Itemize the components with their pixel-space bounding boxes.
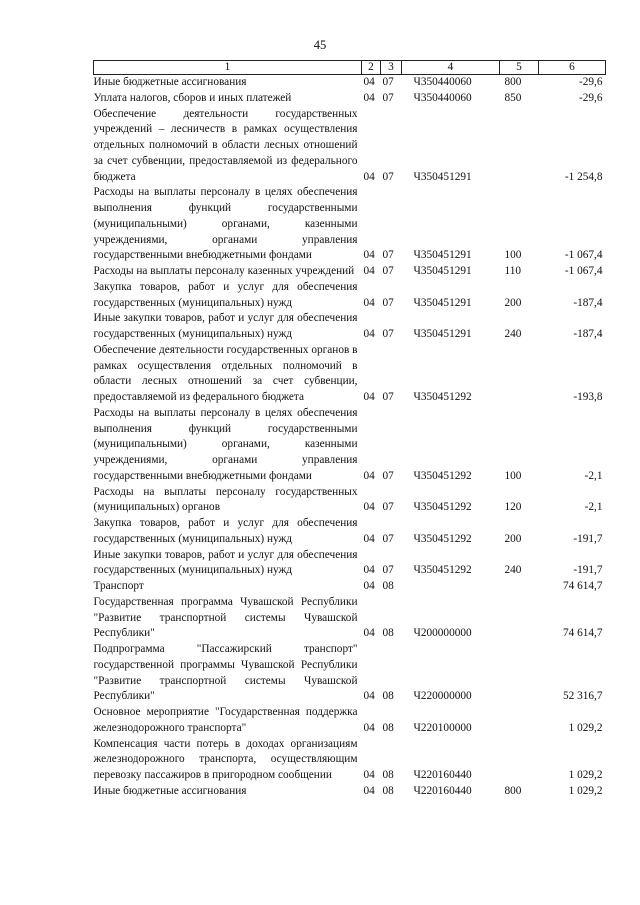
row-target-article: Ч350451291 [413, 249, 472, 262]
row-expense-type: 240 [504, 328, 522, 340]
table-row [94, 280, 606, 312]
row-description: Расходы на выплаты персоналу в целях обеспечения выполнения функций государственными (муниципальными) органами, казенными учреждениями, органами управления государственными внебюджетными фондами [93, 186, 358, 262]
row-amount: 52 316,7 [562, 690, 603, 703]
row-target-article: Ч200000000 [413, 627, 472, 640]
row-section: 04 [363, 784, 375, 797]
row-subsection: 07 [382, 564, 394, 577]
row-amount: -187,4 [573, 296, 603, 309]
row-subsection: 08 [382, 721, 394, 734]
header-col-1: 1 [94, 61, 362, 75]
row-section: 04 [363, 532, 375, 545]
row-expense-type [500, 579, 539, 595]
table-row [94, 548, 606, 580]
row-target-article: Ч350451291 [413, 296, 472, 309]
table-row [94, 737, 606, 784]
row-amount: -29,6 [578, 76, 603, 88]
row-expense-type: 120 [504, 501, 522, 514]
table-row [94, 91, 606, 107]
row-expense-type [500, 343, 539, 406]
row-section: 04 [363, 391, 375, 403]
row-amount: -191,7 [573, 564, 603, 577]
page-number: 45 [313, 38, 327, 52]
table-row [94, 485, 606, 517]
row-subsection: 07 [382, 170, 394, 183]
row-target-article: Ч350440060 [413, 91, 472, 104]
row-section: 04 [363, 91, 375, 104]
row-target-article: Ч220160440 [413, 784, 472, 797]
row-section: 04 [363, 76, 375, 88]
row-subsection: 07 [382, 328, 394, 340]
table-row [94, 343, 606, 406]
table-row [94, 705, 606, 737]
row-description: Компенсация части потерь в доходах организациям железнодорожного транспорта, осуществляющим перевозку пассажиров в пригородном сообщении [93, 737, 358, 781]
row-expense-type: 240 [504, 564, 522, 577]
row-target-article: Ч220160440 [413, 769, 472, 781]
row-subsection: 07 [382, 76, 394, 88]
row-description: Обеспечение деятельности государственных учреждений – лесничеств в рамках осуществления отдельных полномочий в области лесных отношений за счет субвенции, предоставляемой из федерального бюджета [93, 107, 358, 183]
row-target-article: Ч220100000 [413, 721, 472, 734]
row-target-article [402, 579, 500, 595]
table-row [94, 516, 606, 548]
row-expense-type [500, 595, 539, 642]
row-target-article: Ч350451291 [413, 170, 472, 183]
row-subsection: 07 [382, 391, 394, 403]
row-amount: -1 067,4 [564, 249, 603, 262]
row-expense-type [500, 705, 539, 737]
row-description: Расходы на выплаты персоналу в целях обеспечения выполнения функций государственными (муниципальными) органами, казенными учреждениями, органами управления государственными внебюджетными фондами [93, 406, 358, 482]
table-row [94, 75, 606, 91]
header-col-5: 5 [500, 61, 539, 75]
row-description: Основное мероприятие "Государственная поддержка железнодорожного транспорта" [93, 706, 358, 734]
row-description: Закупка товаров, работ и услуг для обеспечения государственных (муниципальных) нужд [93, 280, 358, 309]
row-subsection: 07 [382, 532, 394, 545]
row-target-article: Ч350451292 [413, 564, 472, 577]
row-amount: -29,6 [578, 91, 603, 104]
table-row [94, 264, 606, 280]
table-row [94, 595, 606, 642]
table-row [94, 642, 606, 705]
row-amount: 74 614,7 [562, 627, 603, 640]
row-subsection: 08 [382, 627, 394, 640]
row-subsection: 08 [382, 769, 394, 781]
row-section: 04 [363, 249, 375, 262]
row-section: 04 [363, 501, 375, 514]
row-subsection: 08 [382, 580, 394, 592]
table-row [94, 406, 606, 485]
row-amount: 74 614,7 [562, 580, 603, 592]
row-target-article: Ч350451292 [413, 501, 472, 514]
row-description: Иные закупки товаров, работ и услуг для обеспечения государственных (муниципальных) нужд [93, 548, 358, 577]
table-row [94, 185, 606, 264]
row-subsection: 07 [382, 469, 394, 482]
row-section: 04 [363, 265, 375, 277]
row-description: Обеспечение деятельности государственных органов в рамках осуществления отдельных полномочий в области лесных отношений за счет субвенции, предоставляемой из федерального бюджета [93, 343, 358, 403]
table-row [94, 311, 606, 343]
row-subsection: 07 [382, 91, 394, 104]
row-section: 04 [363, 580, 375, 592]
row-section: 04 [363, 721, 375, 734]
header-col-6: 6 [539, 61, 606, 75]
row-subsection: 07 [382, 249, 394, 262]
row-target-article: Ч350451292 [413, 391, 472, 403]
row-description: Государственная программа Чувашской Республики "Развитие транспортной системы Чувашской Республики" [93, 595, 358, 640]
row-expense-type: 100 [504, 469, 522, 482]
row-amount: -2,1 [584, 469, 603, 482]
row-section: 04 [363, 690, 375, 703]
table-body [94, 75, 606, 800]
row-expense-type: 850 [504, 91, 522, 104]
row-expense-type [500, 107, 539, 186]
row-section: 04 [363, 170, 375, 183]
row-subsection: 07 [382, 501, 394, 514]
row-target-article: Ч220000000 [413, 690, 472, 703]
row-section: 04 [363, 328, 375, 340]
row-subsection: 07 [382, 296, 394, 309]
table-row [94, 107, 606, 186]
row-expense-type: 110 [504, 265, 522, 277]
row-target-article: Ч350451292 [413, 469, 472, 482]
table-row [94, 784, 606, 800]
row-expense-type: 200 [504, 532, 522, 545]
row-amount: 1 029,2 [568, 721, 603, 734]
header-col-3: 3 [381, 61, 402, 75]
row-section: 04 [363, 627, 375, 640]
row-expense-type [500, 737, 539, 784]
row-amount: -191,7 [573, 532, 603, 545]
row-amount: 1 029,2 [568, 784, 603, 797]
row-subsection: 08 [382, 784, 394, 797]
row-section: 04 [363, 769, 375, 781]
row-section: 04 [363, 296, 375, 309]
row-amount: -187,4 [573, 328, 603, 340]
row-target-article: Ч350451291 [413, 328, 472, 340]
row-description: Иные бюджетные ассигнования [93, 784, 247, 797]
row-expense-type: 100 [504, 249, 522, 262]
header-col-4: 4 [402, 61, 500, 75]
row-description: Уплата налогов, сборов и иных платежей [93, 91, 292, 104]
row-subsection: 08 [382, 690, 394, 703]
row-expense-type: 800 [504, 784, 522, 797]
row-amount: -193,8 [573, 391, 603, 403]
row-description: Иные бюджетные ассигнования [93, 76, 247, 88]
row-amount: -1 254,8 [564, 170, 603, 183]
budget-table [93, 60, 606, 800]
row-expense-type [500, 642, 539, 705]
header-col-2: 2 [362, 61, 381, 75]
row-target-article: Ч350451291 [413, 265, 472, 277]
row-description: Иные закупки товаров, работ и услуг для обеспечения государственных (муниципальных) нужд [93, 312, 358, 340]
row-amount: -2,1 [584, 501, 603, 514]
row-description: Расходы на выплаты персоналу государственных (муниципальных) органов [93, 485, 358, 514]
row-section: 04 [363, 564, 375, 577]
table-row [94, 579, 606, 595]
row-description: Закупка товаров, работ и услуг для обеспечения государственных (муниципальных) нужд [93, 517, 358, 545]
row-amount: -1 067,4 [564, 265, 603, 277]
row-section: 04 [363, 469, 375, 482]
row-subsection: 07 [382, 265, 394, 277]
row-target-article: Ч350451292 [413, 532, 472, 545]
table-header [94, 61, 606, 75]
header-row [94, 61, 606, 75]
row-expense-type: 200 [504, 296, 522, 309]
row-target-article: Ч350440060 [413, 76, 472, 88]
row-description: Расходы на выплаты персоналу казенных учреждений [93, 265, 355, 277]
row-amount: 1 029,2 [568, 769, 603, 781]
row-description: Подпрограмма "Пассажирский транспорт" государственной программы Чувашской Республики "Развитие транспортной системы Чувашской Республики" [93, 643, 358, 703]
row-description: Транспорт [93, 580, 144, 592]
row-expense-type: 800 [504, 76, 522, 88]
